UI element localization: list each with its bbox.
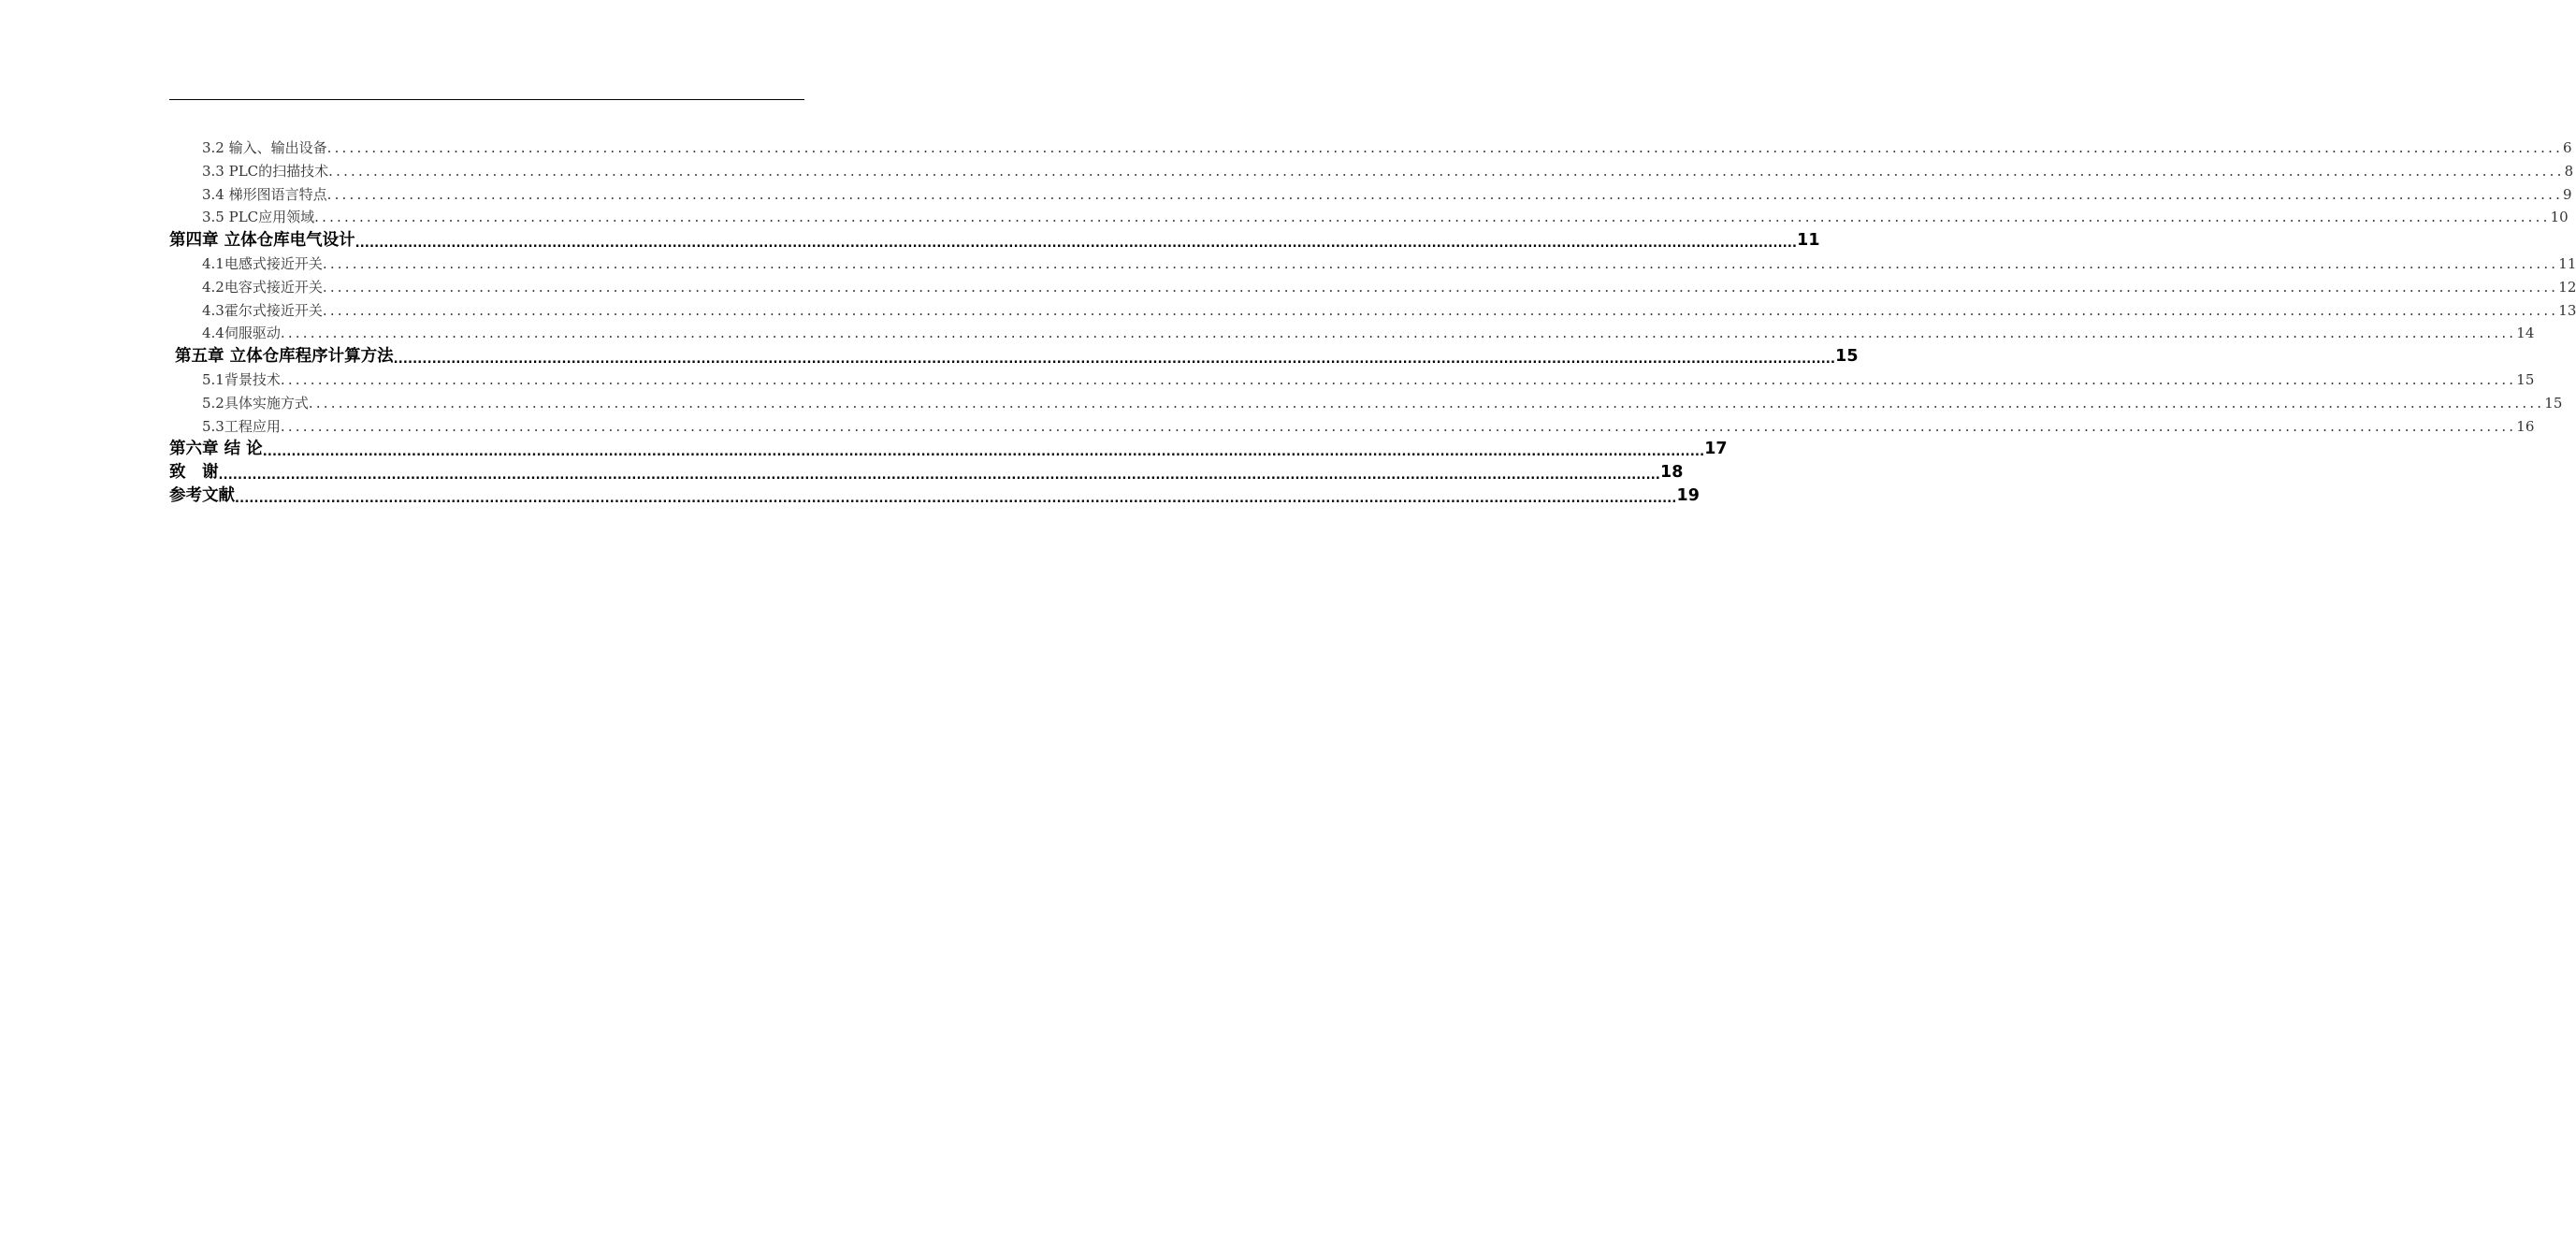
toc-entry-page: 12 [2558,276,2576,299]
toc-chapter-page: 11 [1797,229,1819,253]
toc-entry[interactable] [169,322,2535,345]
toc-chapter-title: 致 谢 [169,461,219,484]
toc-chapter-entry[interactable] [169,461,1684,484]
toc-leader-dots: ............................................................................................................................................................................................................................................................................................................ [218,468,1661,483]
toc-leader-dots: ............................................................................................................................................................................................................................................................................................................ [393,352,1836,367]
toc-entry-title: 5.1背景技术 [202,368,281,392]
table-of-contents [169,137,2576,508]
toc-entry[interactable] [169,137,2572,160]
toc-entry-title: 5.2具体实施方式 [202,392,309,415]
toc-entry-page: 15 [2544,392,2562,415]
toc-leader-dots: ............................................................................................................................................................................................................................................................................................................ [355,236,1798,251]
header-rule [169,99,804,100]
toc-chapter-title: 参考文献 [169,484,235,508]
toc-entry-title: 3.3 PLC的扫描技术 [202,160,328,183]
toc-leader-dots: ............................................................................................................................................................................................................................................................................................................ [262,445,1705,460]
toc-leader-dots: ............................................................................................................................................................................................................................................................................................................ [322,254,2559,272]
toc-leader-dots: ............................................................................................................................................................................................................................................................................................................ [280,325,2517,342]
toc-entry[interactable] [169,276,2576,299]
toc-entry-page: 14 [2516,322,2534,345]
toc-entry[interactable] [169,183,2572,207]
toc-entry-title: 3.2 输入、输出设备 [202,137,327,160]
toc-chapter-page: 18 [1660,461,1683,484]
toc-entry-page: 16 [2516,415,2534,439]
toc-leader-dots: ............................................................................................................................................................................................................................................................................................................ [322,301,2559,319]
toc-leader-dots: ............................................................................................................................................................................................................................................................................................................ [328,162,2565,180]
toc-chapter-title: 第五章 立体仓库程序计算方法 [169,345,394,368]
toc-entry-title: 3.5 PLC应用领域 [202,206,314,229]
toc-entry-title: 4.2电容式接近开关 [202,276,323,299]
toc-entry-page: 13 [2558,299,2576,323]
toc-leader-dots: ............................................................................................................................................................................................................................................................................................................ [308,394,2545,412]
toc-entry-page: 9 [2563,183,2572,207]
toc-entry-page: 11 [2558,253,2576,276]
toc-entry[interactable] [169,368,2535,392]
toc-entry-title: 4.4伺服驱动 [202,322,281,345]
toc-chapter-entry[interactable] [169,345,1859,368]
toc-entry-title: 5.3工程应用 [202,415,281,439]
toc-leader-dots: ............................................................................................................................................................................................................................................................................................................ [280,370,2517,388]
toc-entry[interactable] [169,206,2569,229]
toc-leader-dots: ............................................................................................................................................................................................................................................................................................................ [326,185,2564,203]
toc-entry-title: 4.1电感式接近开关 [202,253,323,276]
toc-chapter-entry[interactable] [169,229,1820,253]
toc-chapter-entry[interactable] [169,484,1700,508]
toc-leader-dots: ............................................................................................................................................................................................................................................................................................................ [280,417,2517,435]
toc-leader-dots: ............................................................................................................................................................................................................................................................................................................ [326,139,2564,156]
toc-entry-page: 10 [2551,206,2569,229]
toc-entry[interactable] [169,253,2576,276]
toc-entry-page: 15 [2516,368,2534,392]
toc-chapter-page: 17 [1704,438,1727,461]
toc-entry[interactable] [169,160,2574,183]
toc-chapter-entry[interactable] [169,438,1728,461]
toc-entry-title: 4.3霍尔式接近开关 [202,299,323,323]
toc-entry[interactable] [169,415,2535,439]
toc-leader-dots: ............................................................................................................................................................................................................................................................................................................ [235,491,1677,506]
toc-leader-dots: ............................................................................................................................................................................................................................................................................................................ [322,278,2559,296]
toc-chapter-title: 第四章 立体仓库电气设计 [169,229,355,253]
toc-chapter-page: 19 [1677,484,1700,508]
toc-leader-dots: ............................................................................................................................................................................................................................................................................................................ [314,209,2551,226]
toc-entry-title: 3.4 梯形图语言特点 [202,183,327,207]
toc-entry[interactable] [169,299,2576,323]
toc-entry-page: 8 [2565,160,2574,183]
toc-chapter-title: 第六章 结 论 [169,438,263,461]
toc-entry[interactable] [169,392,2563,415]
toc-entry-page: 6 [2563,137,2572,160]
toc-chapter-page: 15 [1835,345,1858,368]
